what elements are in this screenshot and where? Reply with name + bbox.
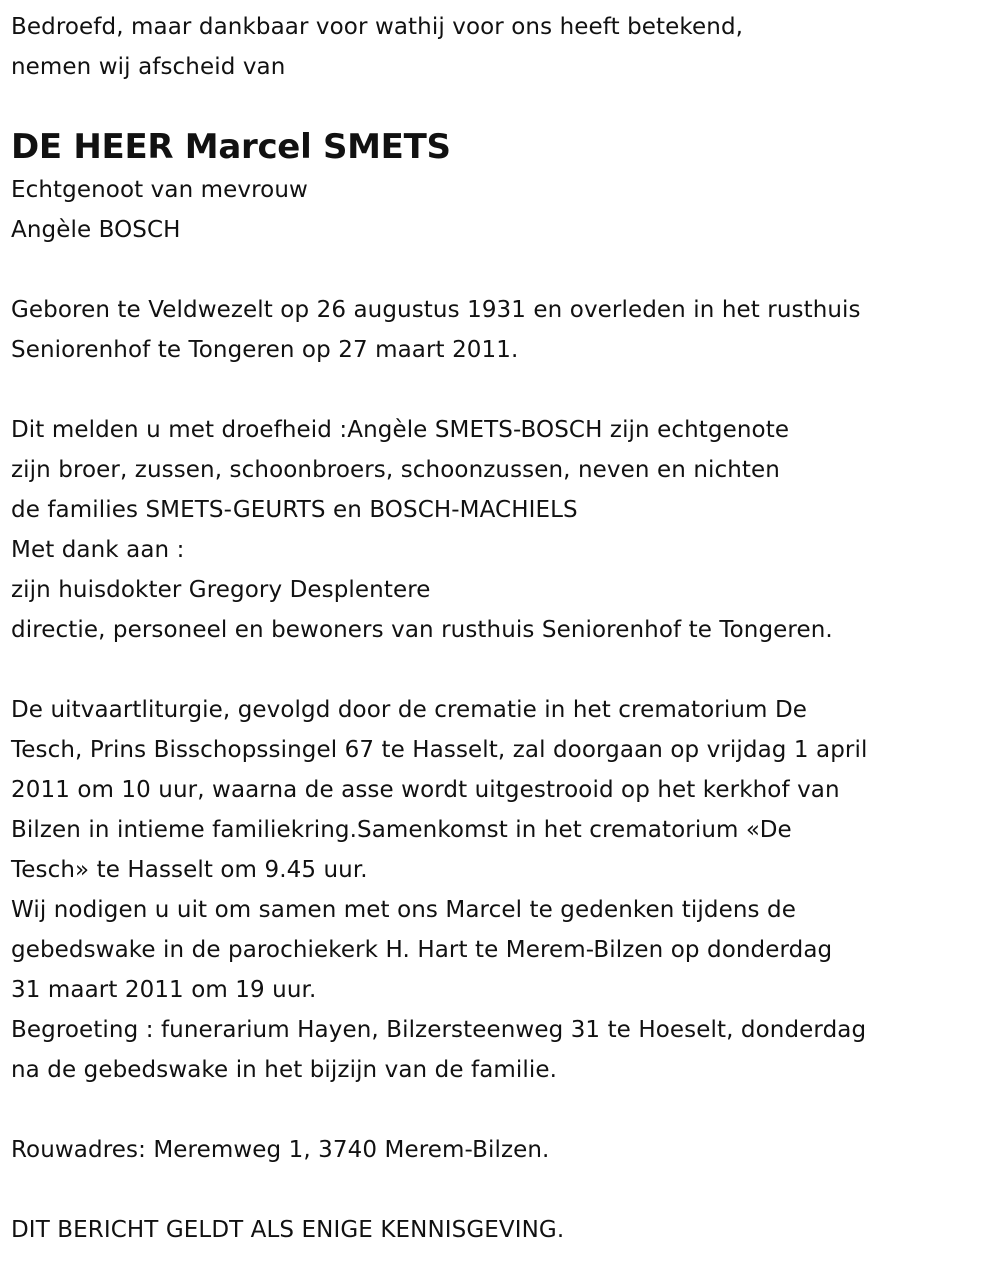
notice-line: DIT BERICHT GELDT ALS ENIGE KENNISGEVING. — [11, 1217, 565, 1243]
announcer-line: de families SMETS-GEURTS en BOSCH-MACHIELS — [11, 497, 578, 523]
spouse-line: Echtgenoot van mevrouw — [11, 177, 308, 203]
announcer-line: zijn broer, zussen, schoonbroers, schoonzussen, neven en nichten — [11, 457, 780, 483]
spouse-line: Angèle BOSCH — [11, 217, 181, 243]
birth-death-line: Geboren te Veldwezelt op 26 augustus 1931 en overleden in het rusthuis — [11, 297, 861, 323]
intro-line: nemen wij afscheid van — [11, 54, 286, 80]
ceremony-line: 31 maart 2011 om 19 uur. — [11, 977, 317, 1003]
ceremony-line: 2011 om 10 uur, waarna de asse wordt uitgestrooid op het kerkhof van — [11, 777, 840, 803]
ceremony-line: Begroeting : funerarium Hayen, Bilzersteenweg 31 te Hoeselt, donderdag — [11, 1017, 867, 1043]
ceremony-line: Wij nodigen u uit om samen met ons Marcel te gedenken tijdens de — [11, 897, 796, 923]
mourning-address: Rouwadres: Meremweg 1, 3740 Merem-Bilzen. — [11, 1137, 550, 1163]
ceremony-line: gebedswake in de parochiekerk H. Hart te Merem-Bilzen op donderdag — [11, 937, 833, 963]
ceremony-line: De uitvaartliturgie, gevolgd door de crematie in het crematorium De — [11, 697, 808, 723]
obituary-document — [11, 7, 867, 1250]
ceremony-line: na de gebedswake in het bijzijn van de familie. — [11, 1057, 558, 1083]
intro-line: Bedroefd, maar dankbaar voor wathij voor ons heeft betekend, — [11, 14, 744, 40]
announcer-line: zijn huisdokter Gregory Desplentere — [11, 577, 431, 603]
announcer-line: Dit melden u met droefheid :Angèle SMETS-BOSCH zijn echtgenote — [11, 417, 790, 443]
birth-death-line: Seniorenhof te Tongeren op 27 maart 2011. — [11, 337, 519, 363]
ceremony-line: Tesch» te Hasselt om 9.45 uur. — [11, 857, 368, 883]
ceremony-line: Bilzen in intieme familiekring.Samenkomst in het crematorium «De — [11, 817, 792, 843]
deceased-name-title: DE HEER Marcel SMETS — [11, 127, 451, 167]
announcer-line: directie, personeel en bewoners van rusthuis Seniorenhof te Tongeren. — [11, 617, 833, 643]
ceremony-line: Tesch, Prins Bisschopssingel 67 te Hasselt, zal doorgaan op vrijdag 1 april — [11, 737, 868, 763]
announcer-line: Met dank aan : — [11, 537, 185, 563]
